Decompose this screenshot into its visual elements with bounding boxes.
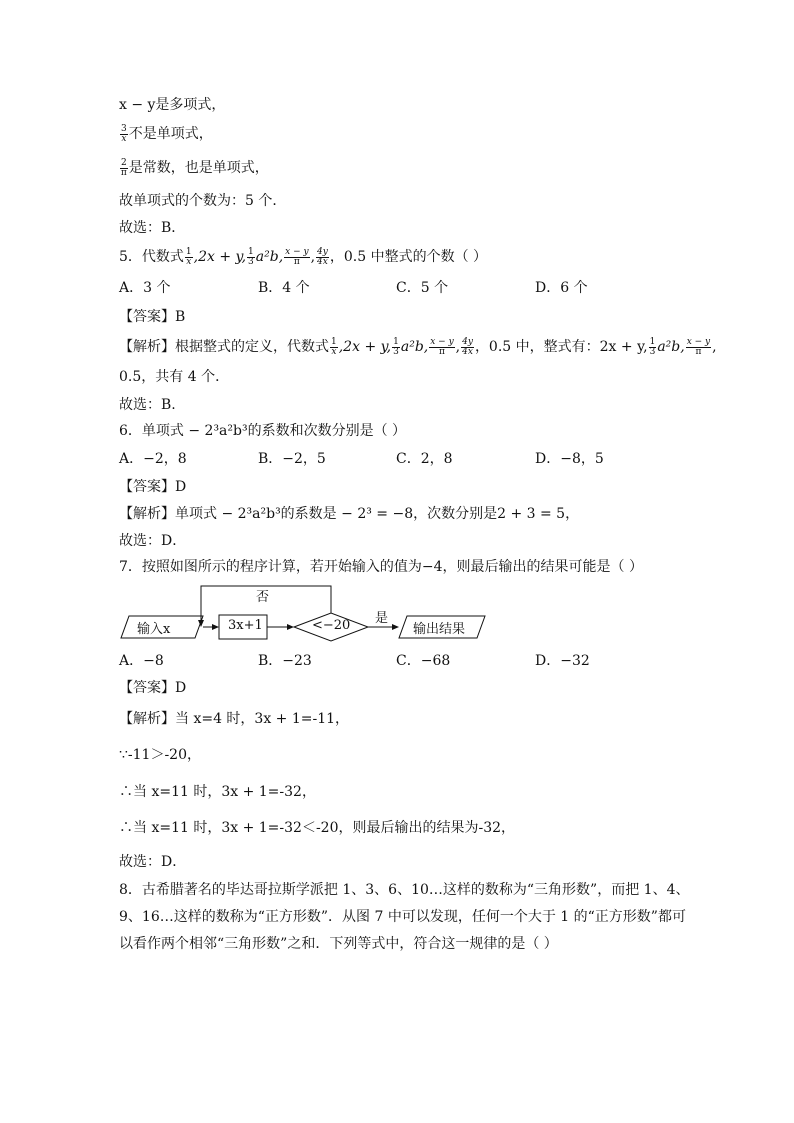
question-7-option-d: D．−32 <box>535 653 590 669</box>
question-5-option-c: C．5 个 <box>396 280 449 296</box>
question-5-analysis: 【解析】根据整式的定义，代数式 $\frac{1}{x}$ ,2x + y, $\frac{1}{3}$ a²b, $\frac{x - y}{\pi}$ , $\frac{4y}{4x}$ ，0.5 中，整式有：2x + y, $\frac{1}{3}$ a²b, $\frac{x - y}{\pi}$ , <box>119 336 717 357</box>
question-5-option-a: A．3 个 <box>119 280 171 296</box>
question-7-stem: 7．按照如图所示的程序计算，若开始输入的值为−4，则最后输出的结果可能是（ ） <box>119 559 643 575</box>
question-6-answer: 【答案】D <box>119 479 187 495</box>
flow-no-label: 否 <box>256 590 270 605</box>
question-6-conclusion: 故选：D． <box>119 533 187 549</box>
question-5-analysis-tail: 0.5，共有 4 个． <box>119 369 230 385</box>
question-7-analysis-3: ∴当 x=11 时，3x + 1=-32， <box>119 784 316 800</box>
flow-operation-label: 3x+1 <box>228 618 263 633</box>
flow-condition-label: <−20 <box>312 618 351 633</box>
analysis-line-constant: $\frac{2}{\pi}$ 是常数，也是单项式， <box>120 157 269 178</box>
question-7-answer: 【答案】D <box>119 680 187 696</box>
analysis-line-count: 故单项式的个数为：5 个． <box>119 193 287 209</box>
question-6-stem: 6．单项式 − 2³a²b³的系数和次数分别是（ ） <box>119 423 407 439</box>
flowchart <box>119 580 499 650</box>
flow-output-label: 输出结果 <box>413 622 466 637</box>
question-7-analysis-1: 【解析】当 x=4 时，3x + 1=-11， <box>119 711 350 727</box>
question-8-line-2: 9、16…这样的数称为“正方形数”．从图 7 中可以发现，任何一个大于 1 的“正方形数”都可 <box>119 909 686 925</box>
question-6-option-c: C．2，8 <box>396 451 453 467</box>
question-7-option-b: B．−23 <box>258 653 312 669</box>
question-7-analysis-4: ∴当 x=11 时，3x + 1=-32＜-20，则最后输出的结果为-32， <box>119 820 516 836</box>
question-8-line-3: 以看作两个相邻“三角形数”之和．下列等式中，符合这一规律的是（ ） <box>119 936 558 952</box>
question-6-option-d: D．−8，5 <box>535 451 604 467</box>
question-5-option-d: D．6 个 <box>535 280 588 296</box>
question-6-option-a: A．−2，8 <box>119 451 187 467</box>
question-5-option-b: B．4 个 <box>258 280 310 296</box>
question-7-conclusion: 故选：D． <box>119 854 187 870</box>
fraction: $\frac{2}{\pi}$ <box>120 157 127 178</box>
flow-input-label: 输入x <box>137 622 171 637</box>
question-5-stem: 5．代数式 $\frac{1}{x}$ ,2x + y, $\frac{1}{3}$ a²b, $\frac{x - y}{\pi}$ , $\frac{4y}{4x}$ ，0.5 中整式的个数（ ） <box>119 246 488 267</box>
question-5-conclusion: 故选：B. <box>119 397 176 413</box>
question-6-analysis: 【解析】单项式 − 2³a²b³的系数是 − 2³ = −8，次数分别是2 + 3 = 5， <box>119 506 580 522</box>
flowchart-graphic <box>119 580 499 650</box>
analysis-line-polynomial: x − y是多项式， <box>119 97 226 113</box>
question-5-answer: 【答案】B <box>119 309 186 325</box>
question-8-line-1: 8．古希腊著名的毕达哥拉斯学派把 1、3、6、10…这样的数称为“三角形数”，而把 1、4、 <box>119 882 690 898</box>
fraction: $\frac{3}{x}$ <box>121 123 127 144</box>
analysis-line-not-monomial: $\frac{3}{x}$ 不是单项式， <box>121 123 213 144</box>
question-6-option-b: B．−2，5 <box>258 451 326 467</box>
question-7-option-a: A．−8 <box>119 653 164 669</box>
question-7-analysis-2: ∵-11＞-20， <box>119 747 201 763</box>
question-7-option-c: C．−68 <box>396 653 451 669</box>
choice-line: 故选：B． <box>119 220 186 236</box>
flow-yes-label: 是 <box>375 611 389 626</box>
